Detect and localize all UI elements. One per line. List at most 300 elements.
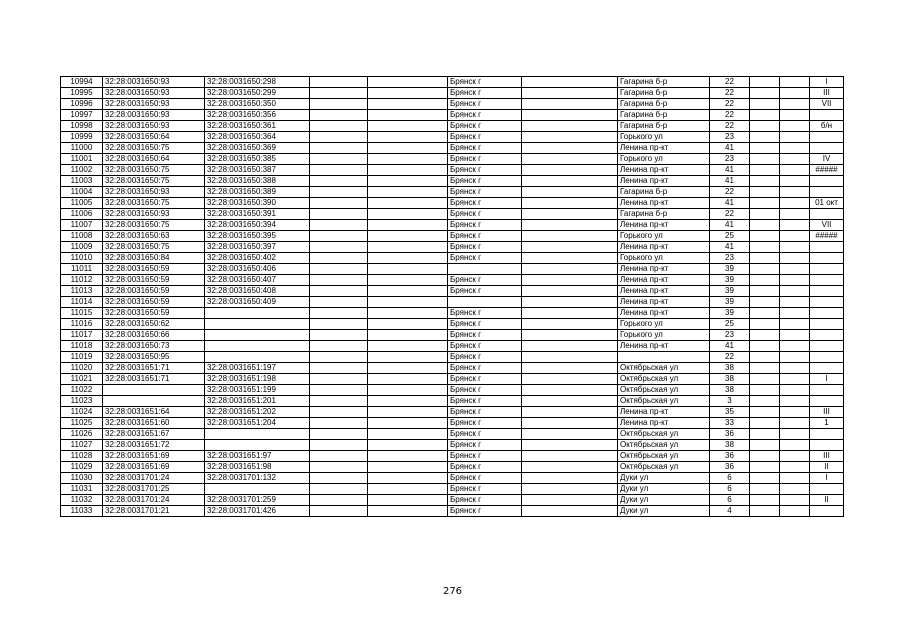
cadastral-number-cell: 32:28:0031651:199 <box>205 385 310 396</box>
empty-cell <box>368 264 448 275</box>
letter-cell <box>810 253 844 264</box>
cadastral-number-cell: 32:28:0031650:350 <box>205 99 310 110</box>
empty-cell <box>522 396 618 407</box>
city-cell: Брянск г <box>448 341 522 352</box>
cadastral-quarter-cell <box>103 396 205 407</box>
house-number-cell: 4 <box>710 506 750 517</box>
empty-cell <box>750 99 780 110</box>
empty-cell <box>522 264 618 275</box>
empty-cell <box>310 275 368 286</box>
cadastral-number-cell <box>205 429 310 440</box>
cadastral-number-cell: 32:28:0031650:369 <box>205 143 310 154</box>
empty-cell <box>522 242 618 253</box>
city-cell: Брянск г <box>448 374 522 385</box>
city-cell: Брянск г <box>448 77 522 88</box>
empty-cell <box>310 264 368 275</box>
city-cell: Брянск г <box>448 110 522 121</box>
empty-cell <box>750 154 780 165</box>
empty-cell <box>310 418 368 429</box>
street-cell: Ленина пр-кт <box>618 418 710 429</box>
city-cell: Брянск г <box>448 462 522 473</box>
house-number-cell: 22 <box>710 352 750 363</box>
empty-cell <box>780 308 810 319</box>
cadastral-quarter-cell: 32:28:0031651:67 <box>103 429 205 440</box>
empty-cell <box>750 396 780 407</box>
cadastral-quarter-cell: 32:28:0031650:75 <box>103 198 205 209</box>
empty-cell <box>780 429 810 440</box>
table-row <box>61 473 844 484</box>
city-cell: Брянск г <box>448 440 522 451</box>
street-cell: Октябрьская ул <box>618 429 710 440</box>
cadastral-number-cell: 32:28:0031651:198 <box>205 374 310 385</box>
letter-cell <box>810 330 844 341</box>
empty-cell <box>368 319 448 330</box>
street-cell: Октябрьская ул <box>618 385 710 396</box>
house-number-cell: 22 <box>710 209 750 220</box>
city-cell: Брянск г <box>448 495 522 506</box>
empty-cell <box>750 385 780 396</box>
cadastral-quarter-cell: 32:28:0031651:71 <box>103 363 205 374</box>
letter-cell <box>810 143 844 154</box>
street-cell: Гагарина б-р <box>618 187 710 198</box>
empty-cell <box>750 286 780 297</box>
empty-cell <box>522 143 618 154</box>
cadastral-quarter-cell: 32:28:0031651:69 <box>103 462 205 473</box>
cadastral-number-cell: 32:28:0031650:402 <box>205 253 310 264</box>
record-id-cell: 11005 <box>61 198 103 209</box>
cadastral-number-cell <box>205 308 310 319</box>
empty-cell <box>780 99 810 110</box>
empty-cell <box>780 374 810 385</box>
cadastral-quarter-cell: 32:28:0031650:75 <box>103 143 205 154</box>
letter-cell <box>810 484 844 495</box>
cadastral-quarter-cell: 32:28:0031701:24 <box>103 473 205 484</box>
cadastral-quarter-cell: 32:28:0031701:21 <box>103 506 205 517</box>
table-body <box>61 77 844 517</box>
cadastral-number-cell <box>205 440 310 451</box>
table-row <box>61 352 844 363</box>
empty-cell <box>368 407 448 418</box>
record-id-cell: 11002 <box>61 165 103 176</box>
letter-cell <box>810 429 844 440</box>
house-number-cell: 33 <box>710 418 750 429</box>
empty-cell <box>750 374 780 385</box>
empty-cell <box>780 165 810 176</box>
letter-cell: 01 окт <box>810 198 844 209</box>
empty-cell <box>368 374 448 385</box>
empty-cell <box>368 77 448 88</box>
empty-cell <box>750 176 780 187</box>
street-cell: Горького ул <box>618 253 710 264</box>
empty-cell <box>780 495 810 506</box>
cadastral-number-cell <box>205 484 310 495</box>
house-number-cell: 41 <box>710 198 750 209</box>
empty-cell <box>780 253 810 264</box>
empty-cell <box>310 209 368 220</box>
empty-cell <box>780 418 810 429</box>
house-number-cell: 41 <box>710 176 750 187</box>
empty-cell <box>522 319 618 330</box>
house-number-cell: 22 <box>710 88 750 99</box>
cadastral-number-cell: 32:28:0031650:395 <box>205 231 310 242</box>
letter-cell: IV <box>810 154 844 165</box>
empty-cell <box>780 143 810 154</box>
table-row <box>61 77 844 88</box>
letter-cell <box>810 110 844 121</box>
empty-cell <box>750 165 780 176</box>
empty-cell <box>750 418 780 429</box>
city-cell: Брянск г <box>448 209 522 220</box>
record-id-cell: 11020 <box>61 363 103 374</box>
city-cell: Брянск г <box>448 473 522 484</box>
empty-cell <box>310 88 368 99</box>
city-cell: Брянск г <box>448 88 522 99</box>
empty-cell <box>368 451 448 462</box>
cadastral-number-cell: 32:28:0031650:385 <box>205 154 310 165</box>
empty-cell <box>368 429 448 440</box>
cadastral-quarter-cell: 32:28:0031650:93 <box>103 88 205 99</box>
empty-cell <box>522 77 618 88</box>
city-cell: Брянск г <box>448 154 522 165</box>
record-id-cell: 11012 <box>61 275 103 286</box>
empty-cell <box>310 132 368 143</box>
record-id-cell: 10997 <box>61 110 103 121</box>
empty-cell <box>780 484 810 495</box>
record-id-cell: 11019 <box>61 352 103 363</box>
street-cell: Октябрьская ул <box>618 462 710 473</box>
street-cell: Горького ул <box>618 132 710 143</box>
empty-cell <box>368 440 448 451</box>
empty-cell <box>780 176 810 187</box>
cadastral-quarter-cell: 32:28:0031650:75 <box>103 220 205 231</box>
table-row <box>61 341 844 352</box>
house-number-cell: 25 <box>710 319 750 330</box>
empty-cell <box>750 330 780 341</box>
city-cell: Брянск г <box>448 429 522 440</box>
table-row <box>61 407 844 418</box>
empty-cell <box>310 484 368 495</box>
street-cell: Дуки ул <box>618 484 710 495</box>
cadastral-quarter-cell: 32:28:0031650:62 <box>103 319 205 330</box>
house-number-cell: 3 <box>710 396 750 407</box>
table-row <box>61 484 844 495</box>
street-cell: Ленина пр-кт <box>618 242 710 253</box>
house-number-cell: 38 <box>710 440 750 451</box>
empty-cell <box>310 429 368 440</box>
empty-cell <box>780 341 810 352</box>
letter-cell: II <box>810 495 844 506</box>
cadastral-quarter-cell: 32:28:0031650:93 <box>103 121 205 132</box>
empty-cell <box>750 110 780 121</box>
empty-cell <box>780 462 810 473</box>
empty-cell <box>522 495 618 506</box>
record-id-cell: 11032 <box>61 495 103 506</box>
empty-cell <box>368 154 448 165</box>
cadastral-number-cell: 32:28:0031650:390 <box>205 198 310 209</box>
empty-cell <box>780 506 810 517</box>
table-row <box>61 264 844 275</box>
cadastral-quarter-cell: 32:28:0031701:24 <box>103 495 205 506</box>
table-row <box>61 330 844 341</box>
empty-cell <box>368 275 448 286</box>
empty-cell <box>780 330 810 341</box>
empty-cell <box>310 77 368 88</box>
empty-cell <box>310 451 368 462</box>
street-cell: Гагарина б-р <box>618 209 710 220</box>
empty-cell <box>750 341 780 352</box>
empty-cell <box>368 352 448 363</box>
empty-cell <box>780 242 810 253</box>
empty-cell <box>368 297 448 308</box>
empty-cell <box>750 88 780 99</box>
empty-cell <box>310 154 368 165</box>
empty-cell <box>368 484 448 495</box>
record-id-cell: 11027 <box>61 440 103 451</box>
cadastral-number-cell: 32:28:0031650:361 <box>205 121 310 132</box>
letter-cell <box>810 242 844 253</box>
city-cell: Брянск г <box>448 198 522 209</box>
street-cell: Ленина пр-кт <box>618 176 710 187</box>
empty-cell <box>522 121 618 132</box>
cadastral-quarter-cell: 32:28:0031651:60 <box>103 418 205 429</box>
table-row <box>61 165 844 176</box>
empty-cell <box>368 363 448 374</box>
empty-cell <box>750 352 780 363</box>
street-cell: Ленина пр-кт <box>618 297 710 308</box>
cadastral-number-cell: 32:28:0031650:391 <box>205 209 310 220</box>
empty-cell <box>750 506 780 517</box>
street-cell: Горького ул <box>618 231 710 242</box>
street-cell: Ленина пр-кт <box>618 286 710 297</box>
empty-cell <box>780 440 810 451</box>
empty-cell <box>522 407 618 418</box>
record-id-cell: 11013 <box>61 286 103 297</box>
empty-cell <box>368 253 448 264</box>
empty-cell <box>310 110 368 121</box>
empty-cell <box>368 209 448 220</box>
street-cell: Гагарина б-р <box>618 77 710 88</box>
table-row <box>61 198 844 209</box>
record-id-cell: 11006 <box>61 209 103 220</box>
empty-cell <box>310 308 368 319</box>
empty-cell <box>310 396 368 407</box>
house-number-cell: 36 <box>710 451 750 462</box>
empty-cell <box>780 154 810 165</box>
empty-cell <box>522 385 618 396</box>
city-cell: Брянск г <box>448 451 522 462</box>
empty-cell <box>750 121 780 132</box>
cadastral-quarter-cell: 32:28:0031651:71 <box>103 374 205 385</box>
street-cell: Гагарина б-р <box>618 110 710 121</box>
empty-cell <box>522 473 618 484</box>
empty-cell <box>780 385 810 396</box>
record-id-cell: 11014 <box>61 297 103 308</box>
table-row <box>61 110 844 121</box>
empty-cell <box>750 187 780 198</box>
street-cell <box>618 352 710 363</box>
empty-cell <box>750 484 780 495</box>
house-number-cell: 35 <box>710 407 750 418</box>
empty-cell <box>522 88 618 99</box>
city-cell: Брянск г <box>448 418 522 429</box>
cadastral-quarter-cell: 32:28:0031650:73 <box>103 341 205 352</box>
record-id-cell: 10995 <box>61 88 103 99</box>
city-cell: Брянск г <box>448 165 522 176</box>
empty-cell <box>522 418 618 429</box>
city-cell: Брянск г <box>448 253 522 264</box>
house-number-cell: 22 <box>710 121 750 132</box>
empty-cell <box>780 286 810 297</box>
empty-cell <box>522 484 618 495</box>
empty-cell <box>522 352 618 363</box>
record-id-cell: 11018 <box>61 341 103 352</box>
city-cell: Брянск г <box>448 286 522 297</box>
empty-cell <box>310 440 368 451</box>
empty-cell <box>780 473 810 484</box>
street-cell: Ленина пр-кт <box>618 341 710 352</box>
street-cell: Ленина пр-кт <box>618 407 710 418</box>
cadastral-number-cell: 32:28:0031650:408 <box>205 286 310 297</box>
cadastral-number-cell <box>205 330 310 341</box>
cadastral-number-cell <box>205 319 310 330</box>
empty-cell <box>522 176 618 187</box>
table-row <box>61 242 844 253</box>
cadastral-number-cell: 32:28:0031650:356 <box>205 110 310 121</box>
empty-cell <box>368 132 448 143</box>
table-row <box>61 88 844 99</box>
house-number-cell: 22 <box>710 77 750 88</box>
city-cell: Брянск г <box>448 143 522 154</box>
empty-cell <box>310 121 368 132</box>
street-cell: Октябрьская ул <box>618 451 710 462</box>
empty-cell <box>750 297 780 308</box>
cadastral-quarter-cell: 32:28:0031650:59 <box>103 297 205 308</box>
letter-cell: ##### <box>810 231 844 242</box>
empty-cell <box>310 187 368 198</box>
empty-cell <box>310 374 368 385</box>
cadastral-number-cell: 32:28:0031651:97 <box>205 451 310 462</box>
cadastral-number-cell: 32:28:0031651:204 <box>205 418 310 429</box>
letter-cell <box>810 363 844 374</box>
empty-cell <box>780 121 810 132</box>
letter-cell: VII <box>810 99 844 110</box>
record-id-cell: 11033 <box>61 506 103 517</box>
street-cell: Горького ул <box>618 154 710 165</box>
empty-cell <box>310 253 368 264</box>
empty-cell <box>368 341 448 352</box>
empty-cell <box>780 407 810 418</box>
empty-cell <box>368 473 448 484</box>
cadastral-quarter-cell: 32:28:0031650:64 <box>103 132 205 143</box>
house-number-cell: 39 <box>710 297 750 308</box>
empty-cell <box>780 187 810 198</box>
street-cell: Октябрьская ул <box>618 363 710 374</box>
street-cell: Дуки ул <box>618 495 710 506</box>
table-row <box>61 286 844 297</box>
cadastral-quarter-cell: 32:28:0031650:59 <box>103 264 205 275</box>
empty-cell <box>368 506 448 517</box>
cadastral-quarter-cell: 32:28:0031650:93 <box>103 209 205 220</box>
empty-cell <box>368 165 448 176</box>
empty-cell <box>780 264 810 275</box>
empty-cell <box>310 495 368 506</box>
empty-cell <box>310 319 368 330</box>
table-row <box>61 396 844 407</box>
empty-cell <box>750 220 780 231</box>
empty-cell <box>750 143 780 154</box>
house-number-cell: 41 <box>710 165 750 176</box>
city-cell: Брянск г <box>448 484 522 495</box>
page-number: 276 <box>442 586 463 597</box>
street-cell: Ленина пр-кт <box>618 264 710 275</box>
cadastral-quarter-cell: 32:28:0031650:93 <box>103 110 205 121</box>
letter-cell: III <box>810 88 844 99</box>
empty-cell <box>368 286 448 297</box>
empty-cell <box>310 473 368 484</box>
empty-cell <box>310 462 368 473</box>
house-number-cell: 23 <box>710 330 750 341</box>
empty-cell <box>750 462 780 473</box>
empty-cell <box>780 77 810 88</box>
record-id-cell: 10996 <box>61 99 103 110</box>
empty-cell <box>750 231 780 242</box>
empty-cell <box>780 297 810 308</box>
record-id-cell: 11016 <box>61 319 103 330</box>
record-id-cell: 11026 <box>61 429 103 440</box>
empty-cell <box>368 143 448 154</box>
cadastral-number-cell: 32:28:0031650:364 <box>205 132 310 143</box>
cadastral-quarter-cell: 32:28:0031650:59 <box>103 286 205 297</box>
empty-cell <box>780 396 810 407</box>
cadastral-quarter-cell: 32:28:0031650:75 <box>103 242 205 253</box>
record-id-cell: 10998 <box>61 121 103 132</box>
empty-cell <box>310 352 368 363</box>
empty-cell <box>368 418 448 429</box>
house-number-cell: 25 <box>710 231 750 242</box>
letter-cell: II <box>810 462 844 473</box>
cadastral-quarter-cell: 32:28:0031650:93 <box>103 99 205 110</box>
letter-cell <box>810 319 844 330</box>
letter-cell: б/н <box>810 121 844 132</box>
record-id-cell: 10999 <box>61 132 103 143</box>
empty-cell <box>310 286 368 297</box>
table-row <box>61 187 844 198</box>
city-cell: Брянск г <box>448 176 522 187</box>
street-cell: Дуки ул <box>618 473 710 484</box>
empty-cell <box>368 242 448 253</box>
street-cell: Ленина пр-кт <box>618 143 710 154</box>
table-row <box>61 374 844 385</box>
empty-cell <box>310 176 368 187</box>
empty-cell <box>310 341 368 352</box>
empty-cell <box>310 297 368 308</box>
city-cell: Брянск г <box>448 121 522 132</box>
empty-cell <box>368 88 448 99</box>
city-cell <box>448 264 522 275</box>
cadastral-quarter-cell: 32:28:0031650:93 <box>103 77 205 88</box>
table-row <box>61 319 844 330</box>
street-cell: Гагарина б-р <box>618 99 710 110</box>
record-id-cell: 11024 <box>61 407 103 418</box>
city-cell: Брянск г <box>448 396 522 407</box>
empty-cell <box>750 473 780 484</box>
empty-cell <box>780 110 810 121</box>
empty-cell <box>780 275 810 286</box>
cadastral-quarter-cell: 32:28:0031650:59 <box>103 308 205 319</box>
street-cell: Горького ул <box>618 330 710 341</box>
empty-cell <box>368 231 448 242</box>
empty-cell <box>310 231 368 242</box>
